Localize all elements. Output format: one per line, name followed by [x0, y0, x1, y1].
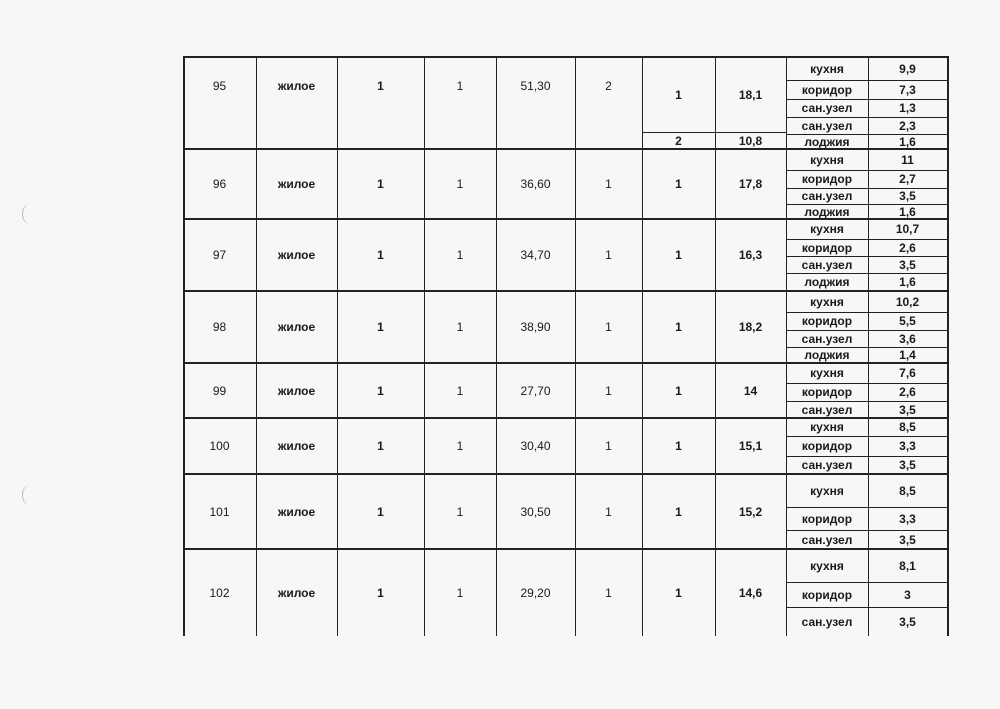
- apartment-type: жилое: [277, 177, 316, 191]
- floor-number: 1: [456, 320, 464, 334]
- room-count: 1: [605, 248, 612, 262]
- aux-room-area: 1,4: [899, 348, 916, 362]
- aux-room-name: коридор: [801, 385, 853, 399]
- section-number: 1: [377, 504, 384, 519]
- aux-room-area: 7,3: [899, 82, 916, 97]
- floor-number: 1: [456, 248, 464, 262]
- total-area: 27,70: [520, 383, 551, 398]
- aux-room-area: 2,6: [899, 240, 916, 255]
- aux-room-area: 10,2: [895, 294, 920, 309]
- floor-number: 1: [456, 504, 464, 519]
- aux-room-name: лоджия: [804, 204, 850, 219]
- aux-room-name: коридор: [801, 587, 853, 602]
- floor-number: 1: [456, 439, 464, 453]
- aux-room-name: кухня: [810, 222, 844, 236]
- total-area: 34,70: [520, 248, 551, 262]
- aux-room-area: 3,5: [899, 257, 916, 272]
- aux-room-area: 3,5: [899, 532, 916, 547]
- aux-room-area: 3,5: [899, 458, 916, 472]
- section-number: 1: [377, 248, 384, 262]
- aux-room-name: кухня: [810, 483, 844, 498]
- apartment-type: жилое: [277, 79, 316, 93]
- section-number: 1: [377, 585, 384, 600]
- aux-room-name: лоджия: [804, 275, 850, 289]
- aux-room-name: кухня: [810, 294, 844, 309]
- apartment-number: 98: [212, 320, 227, 334]
- total-area: 36,60: [520, 177, 551, 191]
- aux-room-name: кухня: [810, 558, 844, 573]
- aux-room-name: кухня: [810, 366, 844, 380]
- aux-room-area: 8,5: [899, 420, 916, 434]
- aux-room-name: сан.узел: [801, 614, 853, 629]
- living-room-area: 10,8: [738, 133, 763, 148]
- aux-room-area: 1,6: [899, 275, 916, 289]
- floor-number: 1: [456, 177, 464, 191]
- aux-room-area: 3: [904, 587, 911, 602]
- apartment-type: жилое: [277, 320, 316, 334]
- apartment-type: жилое: [277, 248, 316, 262]
- aux-room-name: лоджия: [804, 134, 850, 149]
- living-room-area: 14,6: [738, 585, 763, 600]
- apartment-number: 96: [212, 177, 227, 191]
- aux-room-area: 3,5: [899, 402, 916, 417]
- total-area: 29,20: [520, 585, 551, 600]
- living-room-area: 15,1: [738, 439, 763, 453]
- room-count: 1: [605, 504, 612, 519]
- aux-room-area: 7,6: [899, 366, 916, 380]
- apartment-number: 101: [209, 504, 230, 519]
- aux-room-name: коридор: [801, 172, 853, 186]
- aux-room-area: 10,7: [895, 222, 920, 236]
- living-room-area: 17,8: [738, 177, 763, 191]
- aux-room-name: сан.узел: [801, 458, 853, 472]
- aux-room-area: 8,1: [899, 558, 916, 573]
- aux-room-name: коридор: [801, 439, 853, 453]
- aux-room-name: сан.узел: [801, 402, 853, 417]
- section-number: 1: [377, 383, 384, 398]
- living-room-number: 1: [675, 87, 682, 102]
- apartment-number: 95: [212, 79, 227, 93]
- aux-room-area: 11: [901, 152, 914, 167]
- apartment-number: 100: [209, 439, 230, 453]
- aux-room-name: кухня: [810, 61, 844, 76]
- aux-room-name: лоджия: [804, 348, 850, 362]
- aux-room-area: 3,5: [899, 614, 916, 629]
- aux-room-area: 1,6: [899, 134, 916, 149]
- aux-room-area: 1,6: [899, 204, 916, 219]
- aux-room-name: сан.узел: [801, 101, 853, 115]
- living-room-number: 2: [675, 133, 682, 148]
- aux-room-area: 5,5: [899, 314, 916, 328]
- living-room-area: 18,1: [738, 87, 763, 102]
- aux-room-name: сан.узел: [801, 118, 853, 133]
- aux-room-name: коридор: [801, 314, 853, 328]
- room-count: 1: [605, 585, 612, 600]
- floor-number: 1: [456, 585, 464, 600]
- aux-room-name: сан.узел: [801, 331, 853, 346]
- total-area: 30,50: [520, 504, 551, 519]
- living-room-number: 1: [675, 248, 682, 262]
- aux-room-area: 3,3: [899, 439, 916, 453]
- living-room-number: 1: [675, 320, 682, 334]
- apartment-type: жилое: [277, 585, 316, 600]
- apartment-type: жилое: [277, 383, 316, 398]
- aux-room-area: 1,3: [899, 101, 916, 115]
- living-room-area: 15,2: [738, 504, 763, 519]
- living-room-number: 1: [675, 504, 682, 519]
- section-number: 1: [377, 177, 384, 191]
- aux-room-name: коридор: [801, 511, 853, 526]
- total-area: 38,90: [520, 320, 551, 334]
- living-room-number: 1: [675, 383, 682, 398]
- apartment-type: жилое: [277, 439, 316, 453]
- room-count: 1: [605, 177, 612, 191]
- apartment-type: жилое: [277, 504, 316, 519]
- aux-room-area: 3,3: [899, 511, 916, 526]
- room-count: 1: [605, 439, 612, 453]
- aux-room-name: коридор: [801, 240, 853, 255]
- aux-room-area: 8,5: [899, 483, 916, 498]
- living-room-area: 18,2: [738, 320, 763, 334]
- aux-room-area: 3,5: [899, 189, 916, 203]
- section-number: 1: [377, 79, 384, 93]
- apartment-number: 102: [209, 585, 230, 600]
- apartment-number: 99: [212, 383, 227, 398]
- floor-number: 1: [456, 383, 464, 398]
- aux-room-name: сан.узел: [801, 257, 853, 272]
- aux-room-name: кухня: [810, 420, 844, 434]
- aux-room-name: коридор: [801, 82, 853, 97]
- room-count: 1: [605, 383, 612, 398]
- room-count: 2: [605, 79, 612, 93]
- total-area: 51,30: [520, 79, 551, 93]
- floor-number: 1: [456, 79, 464, 93]
- aux-room-area: 2,6: [899, 385, 916, 399]
- aux-room-name: кухня: [810, 152, 844, 167]
- living-room-number: 1: [675, 177, 682, 191]
- living-room-area: 14: [743, 383, 758, 398]
- section-number: 1: [377, 320, 384, 334]
- living-room-number: 1: [675, 585, 682, 600]
- section-number: 1: [377, 439, 384, 453]
- aux-room-area: 2,3: [899, 118, 916, 133]
- aux-room-name: сан.узел: [801, 189, 853, 203]
- room-count: 1: [605, 320, 612, 334]
- apartment-number: 97: [212, 248, 227, 262]
- aux-room-name: сан.узел: [801, 532, 853, 547]
- aux-room-area: 2,7: [899, 172, 916, 186]
- total-area: 30,40: [520, 439, 551, 453]
- living-room-area: 16,3: [738, 248, 763, 262]
- aux-room-area: 3,6: [899, 331, 916, 346]
- living-room-number: 1: [675, 439, 682, 453]
- aux-room-area: 9,9: [899, 61, 916, 76]
